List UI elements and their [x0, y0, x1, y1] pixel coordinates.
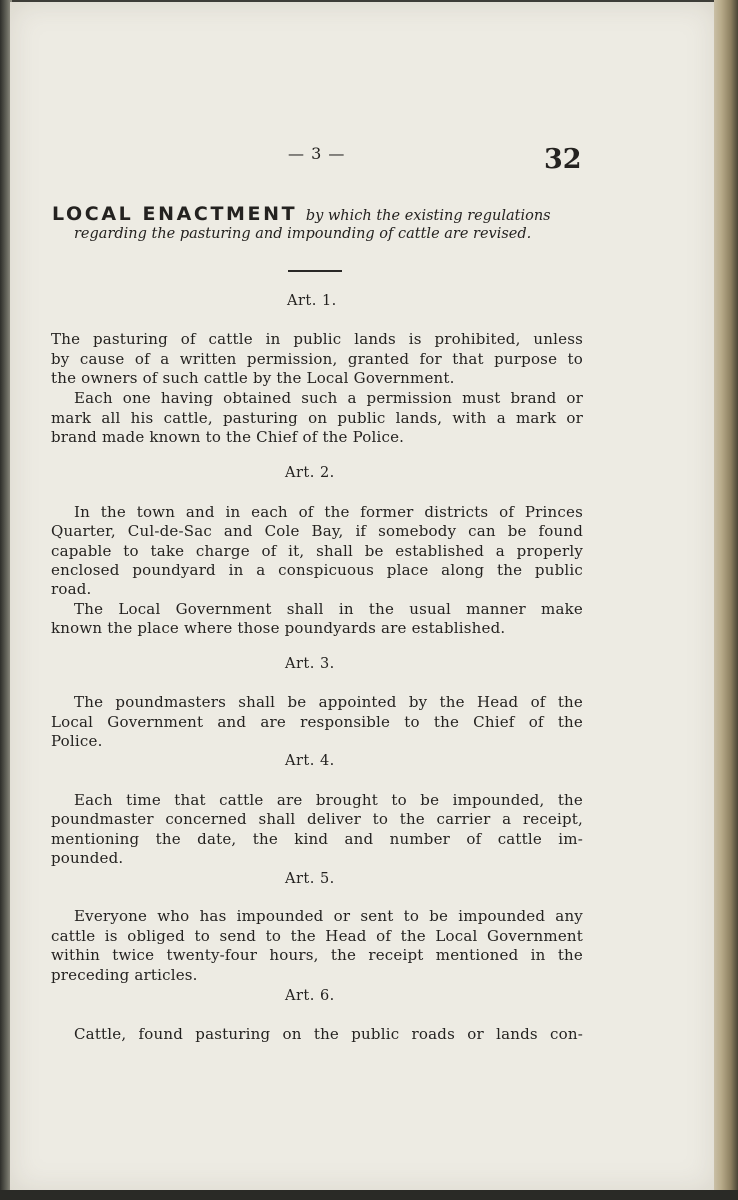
- article-line: The pasturing of cattle in public lands is prohibited, unless: [51, 330, 583, 348]
- article-line: Each one having obtained such a permission must brand or: [74, 389, 583, 407]
- article-line: Local Government and are responsible to the Chief of the: [51, 713, 583, 731]
- title-main: LOCAL ENACTMENT: [52, 203, 298, 225]
- article-heading: Art. 5.: [285, 871, 335, 887]
- article-line: capable to take charge of it, shall be established a properly: [51, 542, 583, 560]
- article-line: known the place where those poundyards are established.: [51, 619, 506, 637]
- article-line: the owners of such cattle by the Local Government.: [51, 369, 455, 387]
- article-heading: Art. 4.: [285, 753, 335, 769]
- article-line: Cattle, found pasturing on the public roads or lands con-: [74, 1025, 583, 1043]
- article-line: Police.: [51, 732, 103, 750]
- book-bottom-edge: [0, 1190, 738, 1200]
- page-number-printed: — 3 —: [288, 144, 346, 163]
- article-heading: Art. 1.: [287, 293, 337, 309]
- article-heading: Art. 3.: [285, 656, 335, 672]
- title-continuation: by which the existing regulations: [305, 208, 551, 224]
- article-line: Each time that cattle are brought to be impounded, the: [74, 791, 583, 809]
- article-line: pounded.: [51, 849, 124, 867]
- article-line: The poundmasters shall be appointed by the Head of the: [74, 693, 583, 711]
- article-line: mentioning the date, the kind and number of cattle im-: [51, 830, 583, 848]
- book-right-edge: [714, 0, 738, 1200]
- article-line: Quarter, Cul-de-Sac and Cole Bay, if somebody can be found: [51, 522, 583, 540]
- page-sheet: [10, 2, 716, 1192]
- article-line: cattle is obliged to send to the Head of the Local Government: [51, 927, 583, 945]
- article-line: mark all his cattle, pasturing on public lands, with a mark or: [51, 409, 583, 427]
- article-heading: Art. 6.: [285, 988, 335, 1004]
- article-line: brand made known to the Chief of the Police.: [51, 428, 405, 446]
- article-line: within twice twenty-four hours, the receipt mentioned in the: [51, 946, 583, 964]
- article-line: In the town and in each of the former districts of Princes: [74, 503, 583, 521]
- article-line: by cause of a written permission, granted for that purpose to: [51, 350, 583, 368]
- article-line: The Local Government shall in the usual manner make: [74, 600, 583, 618]
- article-heading: Art. 2.: [285, 465, 335, 481]
- article-line: preceding articles.: [51, 966, 198, 984]
- article-line: enclosed poundyard in a conspicuous place along the public: [51, 561, 583, 579]
- page-number-stamped: 32: [544, 144, 582, 175]
- document-subtitle: regarding the pasturing and impounding of cattle are revised.: [74, 226, 532, 242]
- article-line: Everyone who has impounded or sent to be impounded any: [74, 907, 583, 925]
- title-divider: [288, 270, 342, 272]
- article-line: road.: [51, 580, 92, 598]
- article-line: poundmaster concerned shall deliver to the carrier a receipt,: [51, 810, 583, 828]
- document-title: [52, 203, 551, 225]
